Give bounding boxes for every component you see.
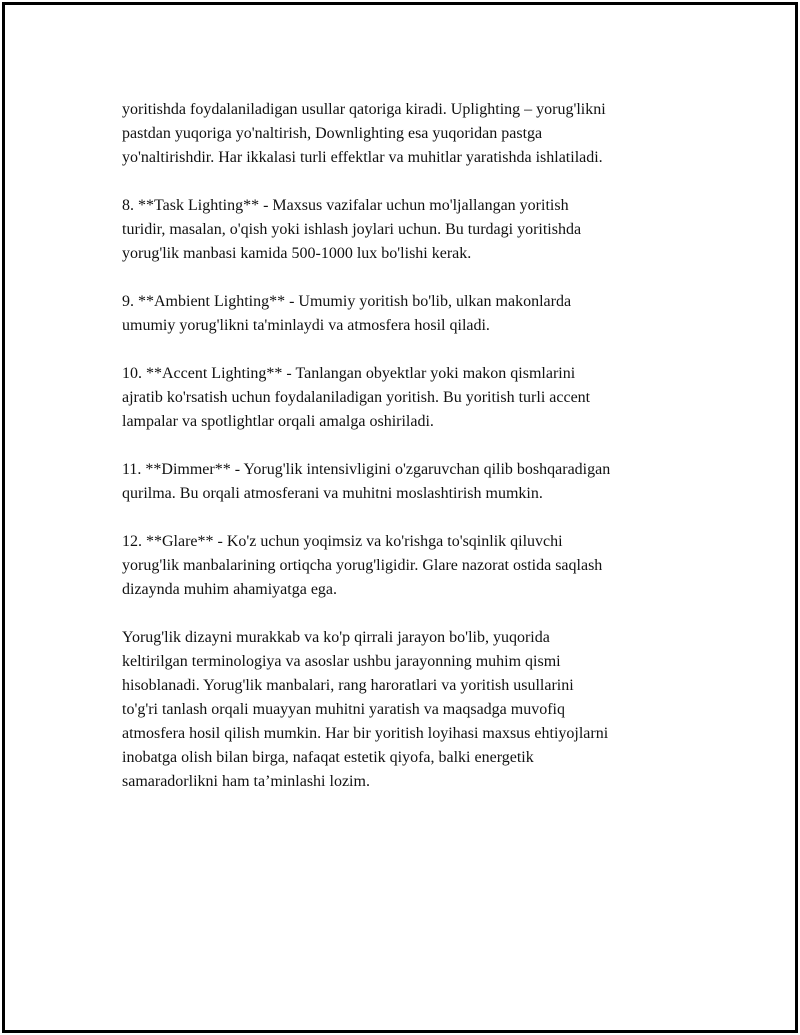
text-line: yo'naltirishdir. Har ikkalasi turli effektlar va muhitlar yaratishda ishlatiladi.: [122, 149, 603, 166]
paragraph-lighting-directions: [122, 98, 692, 170]
text-line: 12. **Glare** - Ko'z uchun yoqimsiz va ko'rishga to'sqinlik qiluvchi: [122, 533, 563, 550]
text-line: yoritishda foydalaniladigan usullar qatoriga kiradi. Uplighting – yorug'likni: [122, 101, 606, 118]
text-line: 10. **Accent Lighting** - Tanlangan obyektlar yoki makon qismlarini: [122, 365, 576, 382]
paragraph-glare: [122, 530, 692, 602]
text-line: pastdan yuqoriga yo'naltirish, Downlighting esa yuqoridan pastga: [122, 125, 543, 142]
text-line: 9. **Ambient Lighting** - Umumiy yoritish bo'lib, ulkan makonlarda: [122, 293, 572, 310]
text-line: samaradorlikni ham ta’minlashi lozim.: [122, 773, 370, 790]
paragraph-accent-lighting: [122, 362, 692, 434]
text-line: 8. **Task Lighting** - Maxsus vazifalar uchun mo'ljallangan yoritish: [122, 197, 569, 214]
text-line: yorug'lik manbalarining ortiqcha yorug'ligidir. Glare nazorat ostida saqlash: [122, 557, 603, 574]
text-line: inobatga olish bilan birga, nafaqat estetik qiyofa, balki energetik: [122, 749, 534, 766]
paragraph-dimmer: [122, 458, 692, 506]
document-body: [122, 98, 692, 818]
text-line: umumiy yorug'likni ta'minlaydi va atmosfera hosil qiladi.: [122, 317, 490, 334]
text-line: dizaynda muhim ahamiyatga ega.: [122, 581, 338, 598]
page-frame: [2, 2, 798, 1033]
text-line: yorug'lik manbasi kamida 500-1000 lux bo'lishi kerak.: [122, 245, 472, 262]
text-line: turidir, masalan, o'qish yoki ishlash joylari uchun. Bu turdagi yoritishda: [122, 221, 582, 238]
paragraph-task-lighting: [122, 194, 692, 266]
text-line: to'g'ri tanlash orqali muayyan muhitni yaratish va maqsadga muvofiq: [122, 701, 565, 718]
paragraph-conclusion: [122, 626, 692, 794]
text-line: hisoblanadi. Yorug'lik manbalari, rang haroratlari va yoritish usullarini: [122, 677, 574, 694]
text-line: ajratib ko'rsatish uchun foydalaniladigan yoritish. Bu yoritish turli accent: [122, 389, 591, 406]
text-line: lampalar va spotlightlar orqali amalga oshiriladi.: [122, 413, 434, 430]
text-line: atmosfera hosil qilish mumkin. Har bir yoritish loyihasi maxsus ehtiyojlarni: [122, 725, 609, 742]
paragraph-ambient-lighting: [122, 290, 692, 338]
text-line: Yorug'lik dizayni murakkab va ko'p qirrali jarayon bo'lib, yuqorida: [122, 629, 550, 646]
text-line: qurilma. Bu orqali atmosferani va muhitni moslashtirish mumkin.: [122, 485, 543, 502]
text-line: 11. **Dimmer** - Yorug'lik intensivligini o'zgaruvchan qilib boshqaradigan: [122, 461, 611, 478]
text-line: keltirilgan terminologiya va asoslar ushbu jarayonning muhim qismi: [122, 653, 561, 670]
